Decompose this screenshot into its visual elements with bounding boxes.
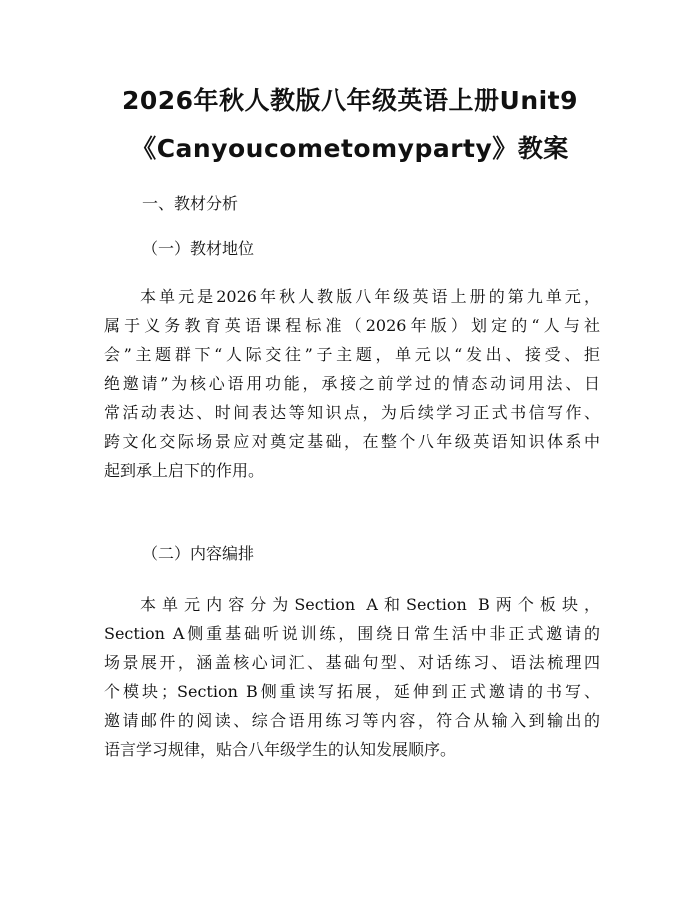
paragraph-textbook-status: [104, 282, 600, 485]
paragraph-line: 会”主题群下“人际交往”子主题，单元以“发出、接受、拒: [104, 345, 600, 364]
paragraph-line: 常活动表达、时间表达等知识点，为后续学习正式书信写作、: [104, 403, 600, 422]
section-heading-textbook-analysis: 一、教材分析: [142, 194, 239, 213]
paragraph-line: 场景展开，涵盖核心词汇、基础句型、对话练习、语法梳理四: [104, 653, 600, 672]
paragraph-line: Section A侧重基础听说训练，围绕日常生活中非正式邀请的: [104, 624, 600, 643]
paragraph-line: 本单元内容分为Section A和Section B两个板块，: [140, 595, 600, 614]
paragraph-line: 绝邀请”为核心语用功能，承接之前学过的情态动词用法、日: [104, 374, 600, 393]
document-title-line-1: 2026年秋人教版八年级英语上册Unit9: [121, 86, 579, 115]
subsection-heading-content-arrangement: （二）内容编排: [142, 544, 255, 563]
paragraph-content-arrangement: [104, 590, 600, 764]
subsection-heading-textbook-status: （一）教材地位: [142, 239, 255, 258]
paragraph-line: 个模块；Section B侧重读写拓展，延伸到正式邀请的书写、: [104, 682, 600, 701]
paragraph-line: 属于义务教育英语课程标准（2026年版）划定的“人与社: [104, 316, 600, 335]
paragraph-line: 起到承上启下的作用。: [104, 461, 265, 480]
paragraph-line: 跨文化交际场景应对奠定基础，在整个八年级英语知识体系中: [104, 432, 600, 451]
paragraph-line: 语言学习规律，贴合八年级学生的认知发展顺序。: [104, 740, 457, 759]
paragraph-line: 邀请邮件的阅读、综合语用练习等内容，符合从输入到输出的: [104, 711, 600, 730]
document-title-line-2: 《Canyoucometomyparty》教案: [131, 134, 569, 163]
paragraph-line: 本单元是2026年秋人教版八年级英语上册的第九单元，: [140, 287, 600, 306]
